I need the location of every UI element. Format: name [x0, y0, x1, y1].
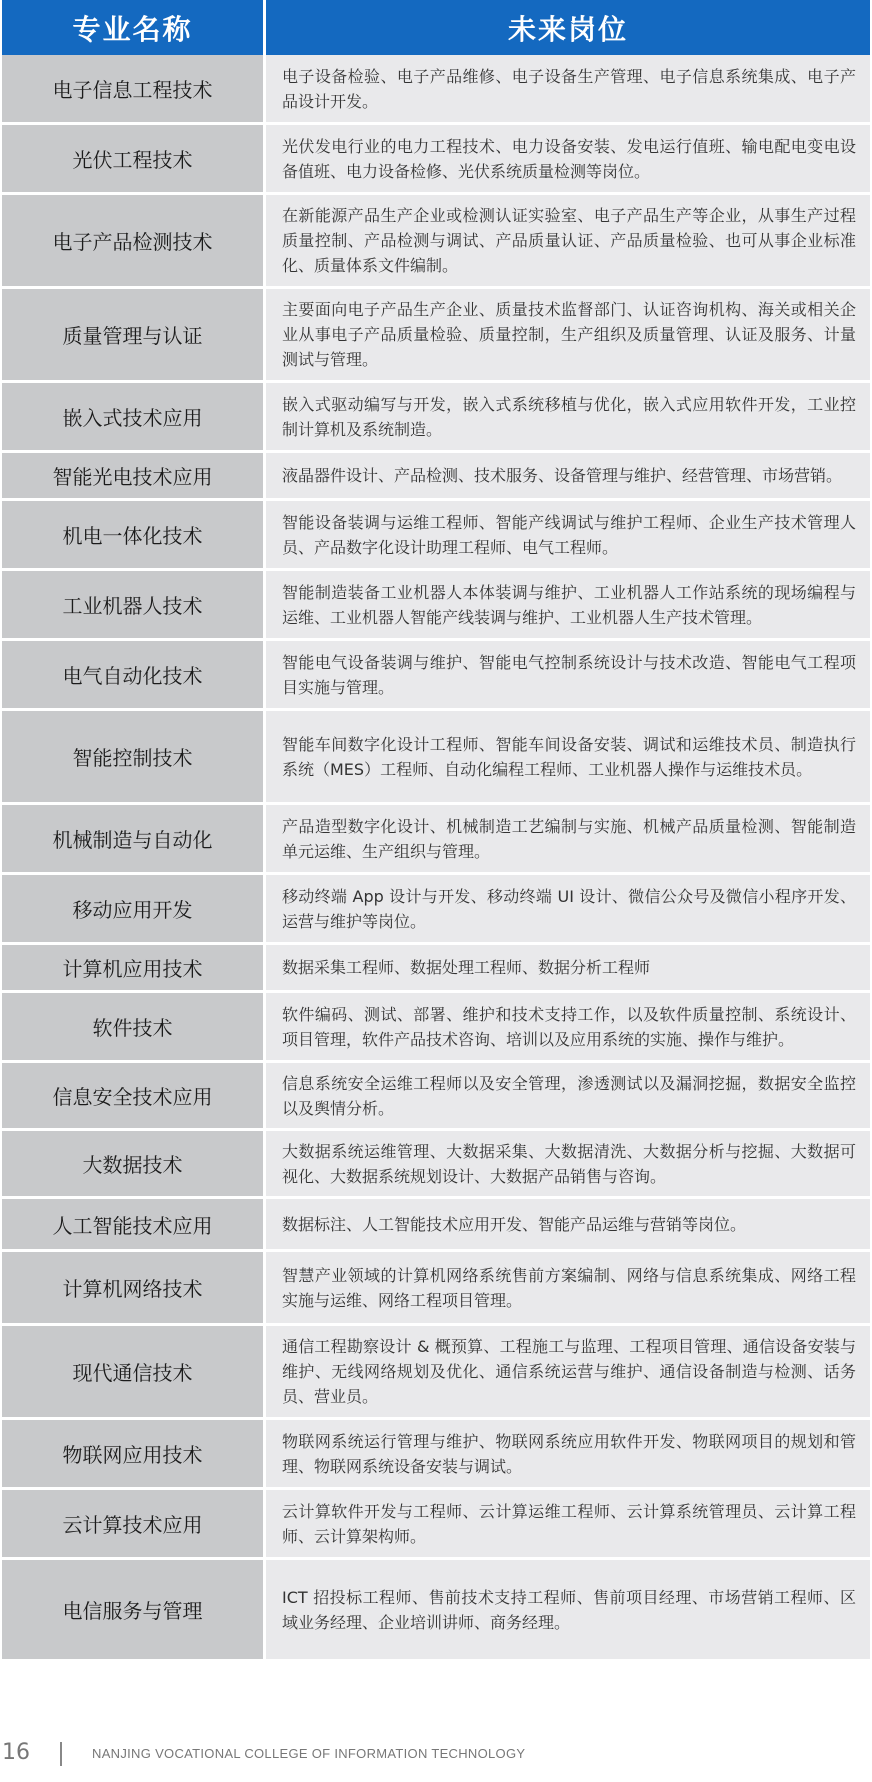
future-jobs-cell: 数据标注、人工智能技术应用开发、智能产品运维与营销等岗位。: [266, 1199, 870, 1252]
future-jobs-cell: 移动终端 App 设计与开发、移动终端 UI 设计、微信公众号及微信小程序开发、运营与维护等岗位。: [266, 875, 870, 945]
future-jobs-cell: 主要面向电子产品生产企业、质量技术监督部门、认证咨询机构、海关或相关企业从事电子产品质量检验、质量控制，生产组织及质量管理、认证及服务、计量测试与管理。: [266, 289, 870, 383]
future-jobs-cell: 智能制造装备工业机器人本体装调与维护、工业机器人工作站系统的现场编程与运维、工业机器人智能产线装调与维护、工业机器人生产技术管理。: [266, 571, 870, 641]
major-name-cell: 机械制造与自动化: [2, 805, 266, 875]
future-jobs-cell: 物联网系统运行管理与维护、物联网系统应用软件开发、物联网项目的规划和管理、物联网系统设备安装与调试。: [266, 1420, 870, 1490]
future-jobs-cell: 液晶器件设计、产品检测、技术服务、设备管理与维护、经营管理、市场营销。: [266, 453, 870, 501]
major-name-cell: 现代通信技术: [2, 1326, 266, 1420]
future-jobs-cell: 智慧产业领域的计算机网络系统售前方案编制、网络与信息系统集成、网络工程实施与运维、网络工程项目管理。: [266, 1252, 870, 1326]
page-number: 16: [2, 1740, 30, 1765]
future-jobs-cell: 智能设备装调与运维工程师、智能产线调试与维护工程师、企业生产技术管理人员、产品数字化设计助理工程师、电气工程师。: [266, 501, 870, 571]
major-name-cell: 大数据技术: [2, 1131, 266, 1199]
future-jobs-cell: ICT 招投标工程师、售前技术支持工程师、售前项目经理、市场营销工程师、区域业务经理、企业培训讲师、商务经理。: [266, 1560, 870, 1662]
major-name-cell: 云计算技术应用: [2, 1490, 266, 1560]
major-name-cell: 智能控制技术: [2, 711, 266, 805]
future-jobs-cell: 电子设备检验、电子产品维修、电子设备生产管理、电子信息系统集成、电子产品设计开发。: [266, 55, 870, 125]
major-name-cell: 质量管理与认证: [2, 289, 266, 383]
major-name-cell: 移动应用开发: [2, 875, 266, 945]
page-footer: [0, 1740, 872, 1770]
future-jobs-cell: 光伏发电行业的电力工程技术、电力设备安装、发电运行值班、输电配电变电设备值班、电力设备检修、光伏系统质量检测等岗位。: [266, 125, 870, 195]
major-name-cell: 电子信息工程技术: [2, 55, 266, 125]
future-jobs-cell: 智能车间数字化设计工程师、智能车间设备安装、调试和运维技术员、制造执行系统（MES）工程师、自动化编程工程师、工业机器人操作与运维技术员。: [266, 711, 870, 805]
major-name-cell: 工业机器人技术: [2, 571, 266, 641]
header-major: 专业名称: [2, 0, 266, 55]
major-name-cell: 信息安全技术应用: [2, 1063, 266, 1131]
major-name-cell: 电气自动化技术: [2, 641, 266, 711]
major-name-cell: 人工智能技术应用: [2, 1199, 266, 1252]
major-name-cell: 机电一体化技术: [2, 501, 266, 571]
major-name-cell: 智能光电技术应用: [2, 453, 266, 501]
future-jobs-cell: 智能电气设备装调与维护、智能电气控制系统设计与技术改造、智能电气工程项目实施与管理。: [266, 641, 870, 711]
future-jobs-cell: 嵌入式驱动编写与开发，嵌入式系统移植与优化，嵌入式应用软件开发，工业控制计算机及系统制造。: [266, 383, 870, 453]
future-jobs-cell: 大数据系统运维管理、大数据采集、大数据清洗、大数据分析与挖掘、大数据可视化、大数据系统规划设计、大数据产品销售与咨询。: [266, 1131, 870, 1199]
major-name-cell: 计算机网络技术: [2, 1252, 266, 1326]
school-name: NANJING VOCATIONAL COLLEGE OF INFORMATION TECHNOLOGY: [92, 1746, 526, 1761]
future-jobs-cell: 产品造型数字化设计、机械制造工艺编制与实施、机械产品质量检测、智能制造单元运维、生产组织与管理。: [266, 805, 870, 875]
future-jobs-cell: 在新能源产品生产企业或检测认证实验室、电子产品生产等企业，从事生产过程质量控制、产品检测与调试、产品质量认证、产品质量检验、也可从事企业标准化、质量体系文件编制。: [266, 195, 870, 289]
footer-divider: [60, 1742, 62, 1766]
future-jobs-cell: 通信工程勘察设计 & 概预算、工程施工与监理、工程项目管理、通信设备安装与维护、无线网络规划及优化、通信系统运营与维护、通信设备制造与检测、话务员、营业员。: [266, 1326, 870, 1420]
future-jobs-cell: 信息系统安全运维工程师以及安全管理，渗透测试以及漏洞挖掘，数据安全监控以及舆情分析。: [266, 1063, 870, 1131]
future-jobs-cell: 数据采集工程师、数据处理工程师、数据分析工程师: [266, 945, 870, 993]
future-jobs-cell: 软件编码、测试、部署、维护和技术支持工作，以及软件质量控制、系统设计、项目管理，软件产品技术咨询、培训以及应用系统的实施、操作与维护。: [266, 993, 870, 1063]
major-name-cell: 计算机应用技术: [2, 945, 266, 993]
majors-table: [2, 0, 870, 1662]
major-name-cell: 电信服务与管理: [2, 1560, 266, 1662]
major-name-cell: 软件技术: [2, 993, 266, 1063]
future-jobs-cell: 云计算软件开发与工程师、云计算运维工程师、云计算系统管理员、云计算工程师、云计算架构师。: [266, 1490, 870, 1560]
major-name-cell: 物联网应用技术: [2, 1420, 266, 1490]
major-name-cell: 嵌入式技术应用: [2, 383, 266, 453]
major-name-cell: 光伏工程技术: [2, 125, 266, 195]
header-jobs: 未来岗位: [266, 0, 870, 55]
major-name-cell: 电子产品检测技术: [2, 195, 266, 289]
